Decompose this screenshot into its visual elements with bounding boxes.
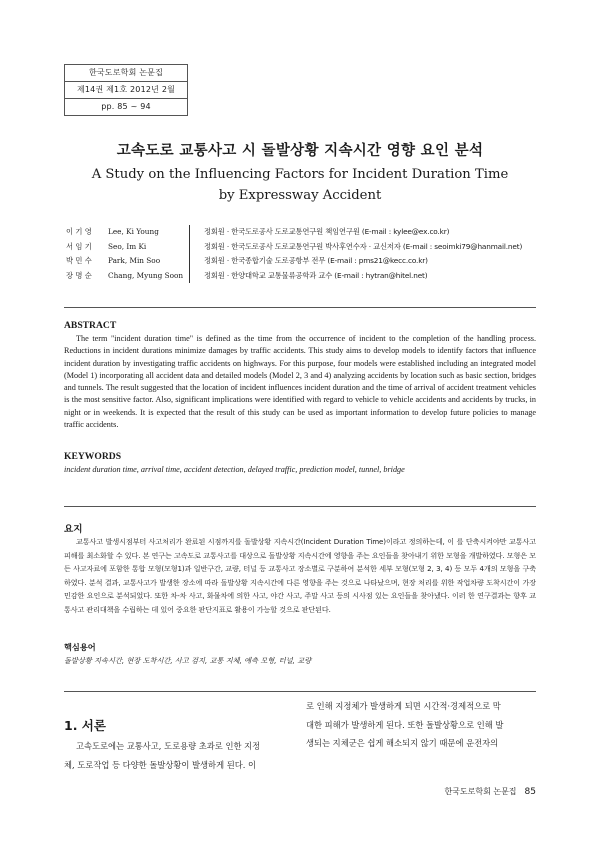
body-line: 체, 도로작업 등 다양한 돌발상황이 발생하게 된다. 이 xyxy=(64,759,257,770)
author-english-name: Lee, Ki Young xyxy=(108,227,159,236)
author-korean-name: 서 임 기 xyxy=(66,241,92,251)
title-korean: 고속도로 교통사고 시 돌발상황 지속시간 영향 요인 분석 xyxy=(116,143,484,159)
author-row xyxy=(64,269,544,284)
keywords-text: incident duration time, arrival time, accident detection, delayed traffic, prediction model, tunnel, bridge xyxy=(64,465,405,474)
korean-abstract-text xyxy=(64,535,536,617)
author-english-name: Seo, Im Ki xyxy=(108,241,147,251)
title-english-line-1: A Study on the Influencing Factors for Incident Duration Time xyxy=(91,167,509,182)
body-line: 대한 피해가 발생하게 된다. 또한 돌발상황으로 인해 발 xyxy=(306,719,504,730)
journal-volume: 제14권 제1호 2012년 2월 xyxy=(65,82,187,99)
abstract-line: night or in weekends. It is expected that the result of this study can be used as important information to develop future policies to manage traffic xyxy=(64,407,536,430)
korean-abstract-line: 한 연구결과는 향후 교통사고 관리대책을 수립하는 데 있어 중요한 판단지표로 활용이 가능할 것으로 판단된다. xyxy=(64,591,536,614)
abstract-line: The term "incident duration time" is defined as the time from the occurrence of incident to the completion of the handling process. xyxy=(76,334,536,343)
footer-journal-name: 한국도로학회 논문집 xyxy=(444,787,517,796)
author-korean-name: 박 민 수 xyxy=(66,256,92,265)
core-terms-text: 돌발상황 지속시간, 현장 도착시간, 사고 검지, 교통 지체, 예측 모형, 터널, 교량 xyxy=(64,656,312,665)
abstract-line: Reductions in incident durations minimize damages by traffic accidents. This study aims to develop models to identify factors that influence xyxy=(64,346,536,356)
body-column-right xyxy=(306,697,503,753)
author-affiliation: 정회원 · 한국도로공사 도로교통연구원 책임연구원 (E-mail : kylee@ex.co.kr) xyxy=(204,227,450,236)
abstract-line: incident duration by investigating traffic accidents on highways. For this purpose, four models were established including an integrated model xyxy=(64,358,536,368)
author-english-name: Park, Min Soo xyxy=(108,256,161,265)
page-number: 85 xyxy=(524,787,536,797)
author-affiliation: 정회원 · 한국종합기술 도로공항부 전무 (E-mail : pms21@kecc.co.kr) xyxy=(204,256,428,265)
abstract-line: is the most sensitive factor. Also, significant implications were identified with regard to vehicle to vehicle accidents and accidents by trucks, in xyxy=(64,395,536,405)
korean-abstract-line: 주는 요인들을 찾아내기 위한 모형을 개발하였다. 모형은 모든 사고자료에 포함한 통합 모형(모형1)과 일반구간, 교량, 터널 등 xyxy=(64,550,536,574)
divider-rule xyxy=(64,691,536,692)
author-korean-name: 장 명 순 xyxy=(66,270,92,280)
korean-abstract-line: 장소에 따라 돌발상황 지속시간에 다른 영향을 주는 것으로 나타났으며, 현장 처리를 위한 작업차량 도착시간이 가장 민감한 xyxy=(64,577,536,601)
journal-info-box xyxy=(64,64,188,116)
title-english xyxy=(0,164,600,206)
body-line: 생되는 지체군은 쉽게 해소되지 않기 때문에 운전자의 xyxy=(306,738,499,748)
title-english-line-2: by Expressway Accident xyxy=(218,188,382,203)
abstract-heading: ABSTRACT xyxy=(64,320,117,331)
abstract-line: accidents. xyxy=(85,420,119,430)
author-row xyxy=(64,240,544,255)
core-terms-heading: 핵심용어 xyxy=(64,642,96,652)
author-affiliation: 정회원 · 한양대학교 교통물류공학과 교수 (E-mail : hytran@hitel.net) xyxy=(204,270,428,280)
page-footer xyxy=(444,786,536,797)
body-column-left xyxy=(64,737,260,774)
section-heading: 1. 서론 xyxy=(64,718,106,733)
abstract-text xyxy=(64,333,536,431)
body-line: 고속도로에는 교통사고, 도로용량 초과로 인한 지정 xyxy=(76,741,261,751)
abstract-line: and tunnels. The result suggested that the location of incident influences incident duration and the time of arrival of accident treatment vehicles xyxy=(64,383,536,393)
korean-abstract-line: 요인으로 분석되었다. 또한 차-차 사고, 화물차에 의한 사고, 야간 사고, 주말 사고 등의 시사점 있는 요인들을 찾아냈다. 이러 xyxy=(86,591,466,601)
author-english-name: Chang, Myung Soon xyxy=(108,270,184,280)
author-korean-name: 이 기 영 xyxy=(66,227,92,236)
korean-abstract-line: 를 단축시켜야만 교통사고 피해를 최소화할 수 있다. 본 연구는 고속도로 교통사고를 대상으로 돌발상황 지속시간에 영향을 xyxy=(64,537,537,560)
divider-rule xyxy=(64,506,536,507)
korean-abstract-line: 교통사고 발생시점부터 사고처리가 완료된 시점까지를 돌발상황 지속시간(Incident Duration Time)이라고 정의하는데, 이 xyxy=(76,537,455,546)
korean-abstract-line: 교통사고 장소별로 구분하여 분석한 세부 모형(모형 2, 3, 4) 등 모두 4개의 모형을 구축하였다. 분석 결과, 교통사고가 발생한 xyxy=(64,564,536,587)
author-row xyxy=(64,254,544,269)
body-line: 로 인해 지정체가 발생하게 되면 시간적·경제적으로 막 xyxy=(306,701,501,711)
author-row xyxy=(64,225,544,240)
keywords-heading: KEYWORDS xyxy=(64,451,122,462)
author-list xyxy=(64,225,544,283)
abstract-line: (Model 1) incorporating all accident data and detailed models (Model 2, 3 and 4) analyzing accidents by location such as basic section, bridges xyxy=(64,370,536,380)
korean-abstract-heading: 요지 xyxy=(64,524,83,535)
journal-pages: pp. 85 ~ 94 xyxy=(101,102,151,111)
author-affiliation: 정회원 · 한국도로공사 도로교통연구원 박사후연수자 · 교신저자 (E-mail : seoimki79@hanmail.net) xyxy=(204,241,523,251)
journal-name: 한국도로학회 논문집 xyxy=(65,65,187,82)
divider-rule xyxy=(64,307,536,308)
